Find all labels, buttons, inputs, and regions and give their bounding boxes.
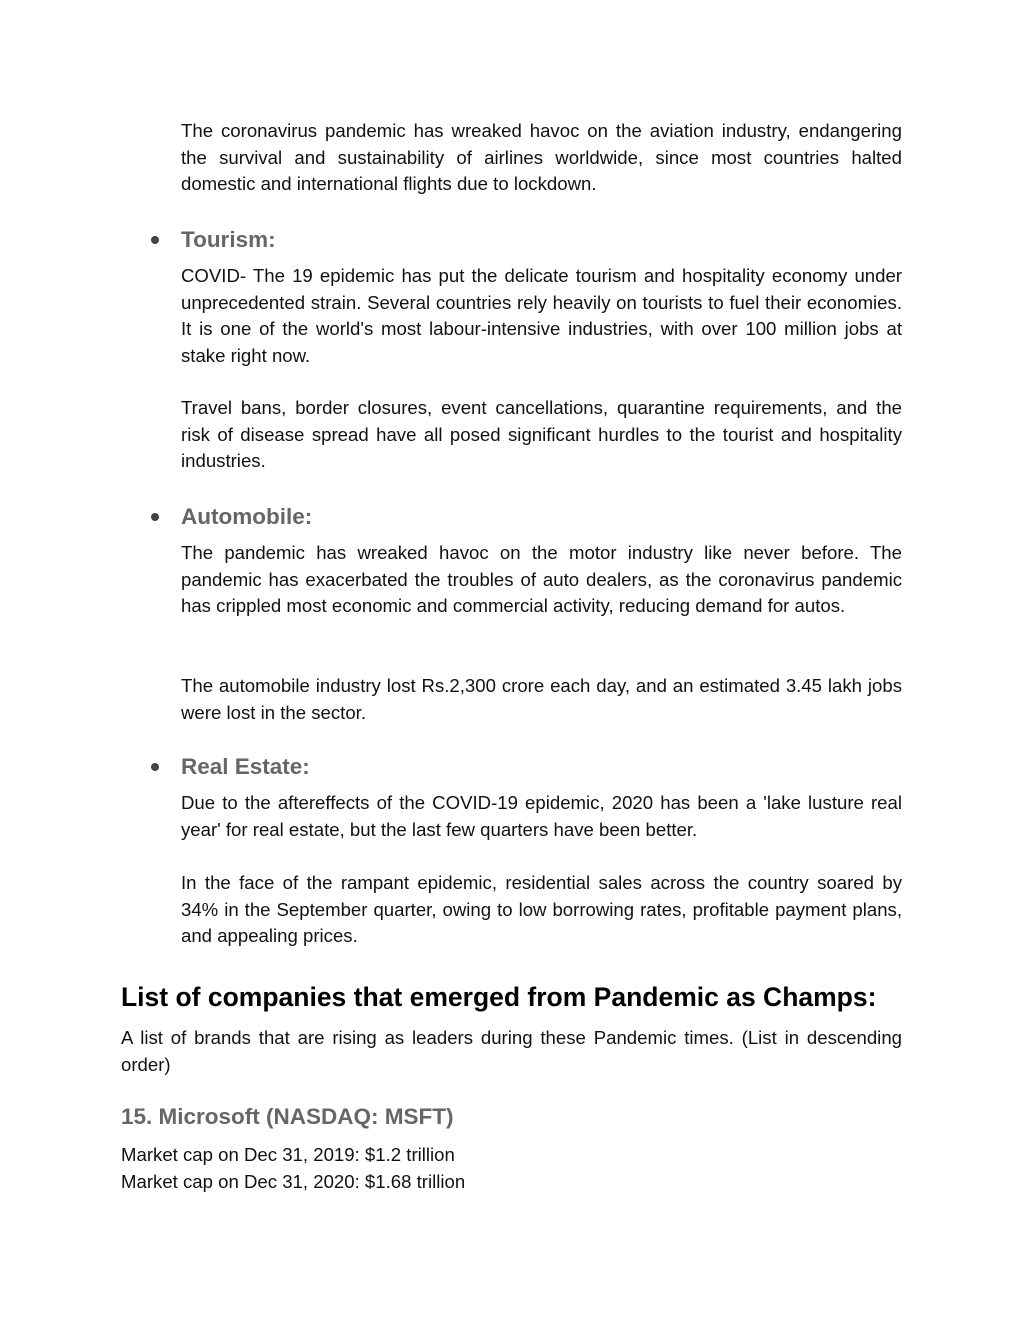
tourism-paragraph-1-block [181, 263, 902, 370]
company-heading: 15. Microsoft (NASDAQ: MSFT) [121, 1104, 454, 1129]
bullet-icon [151, 236, 159, 244]
company-details [121, 1142, 902, 1195]
tourism-paragraph-2: Travel bans, border closures, event cancellations, quarantine requirements, and the risk of disease spread have all posed significant hurdles to the tourist and hospitality industries. [181, 397, 902, 472]
tourism-paragraph-2-block [181, 395, 902, 475]
real-estate-paragraph-2: In the face of the rampant epidemic, residential sales across the country soared by 34% in the September quarter, owing to low borrowing rates, profitable payment plans, and appealing prices. [181, 872, 902, 947]
automobile-paragraph-1: The pandemic has wreaked havoc on the motor industry like never before. The pandemic has exacerbated the troubles of auto dealers, as the coronavirus pandemic has crippled most economic and commercial activity, reducing demand for autos. [181, 542, 902, 617]
market-cap-2019: Market cap on Dec 31, 2019: $1.2 trillion [121, 1144, 455, 1165]
real-estate-heading: Real Estate: [181, 754, 310, 779]
automobile-paragraph-1-block [181, 540, 902, 620]
automobile-heading: Automobile: [181, 504, 313, 529]
market-cap-2020: Market cap on Dec 31, 2020: $1.68 trillion [121, 1170, 466, 1192]
real-estate-bullet [151, 753, 310, 781]
aviation-paragraph-block [181, 118, 902, 198]
real-estate-paragraph-1-block [181, 790, 902, 843]
real-estate-paragraph-1: Due to the aftereffects of the COVID-19 epidemic, 2020 has been a 'lake lusture real year' for real estate, but the last few quarters have been better. [181, 792, 902, 840]
champs-title: List of companies that emerged from Pandemic as Champs: [121, 982, 877, 1012]
real-estate-paragraph-2-block [181, 870, 902, 950]
aviation-paragraph: The coronavirus pandemic has wreaked havoc on the aviation industry, endangering the survival and sustainability of airlines worldwide, since most countries halted domestic and international flights due to lockdown. [181, 120, 902, 195]
bullet-icon [151, 763, 159, 771]
tourism-bullet [151, 226, 276, 254]
automobile-paragraph-2: The automobile industry lost Rs.2,300 crore each day, and an estimated 3.45 lakh jobs were lost in the sector. [181, 675, 902, 723]
automobile-paragraph-2-block [181, 673, 902, 726]
champs-intro: A list of brands that are rising as leaders during these Pandemic times. (List in descending order) [121, 1027, 902, 1075]
tourism-paragraph-1: COVID- The 19 epidemic has put the delicate tourism and hospitality economy under unprecedented strain. Several countries rely heavily on tourists to fuel their economies. It is one of the world's most labour-intensive industries, with over 100 million jobs at stake right now. [181, 265, 902, 367]
tourism-heading: Tourism: [181, 227, 276, 252]
automobile-bullet [151, 503, 312, 531]
champs-intro-block [121, 1025, 902, 1078]
bullet-icon [151, 513, 159, 521]
